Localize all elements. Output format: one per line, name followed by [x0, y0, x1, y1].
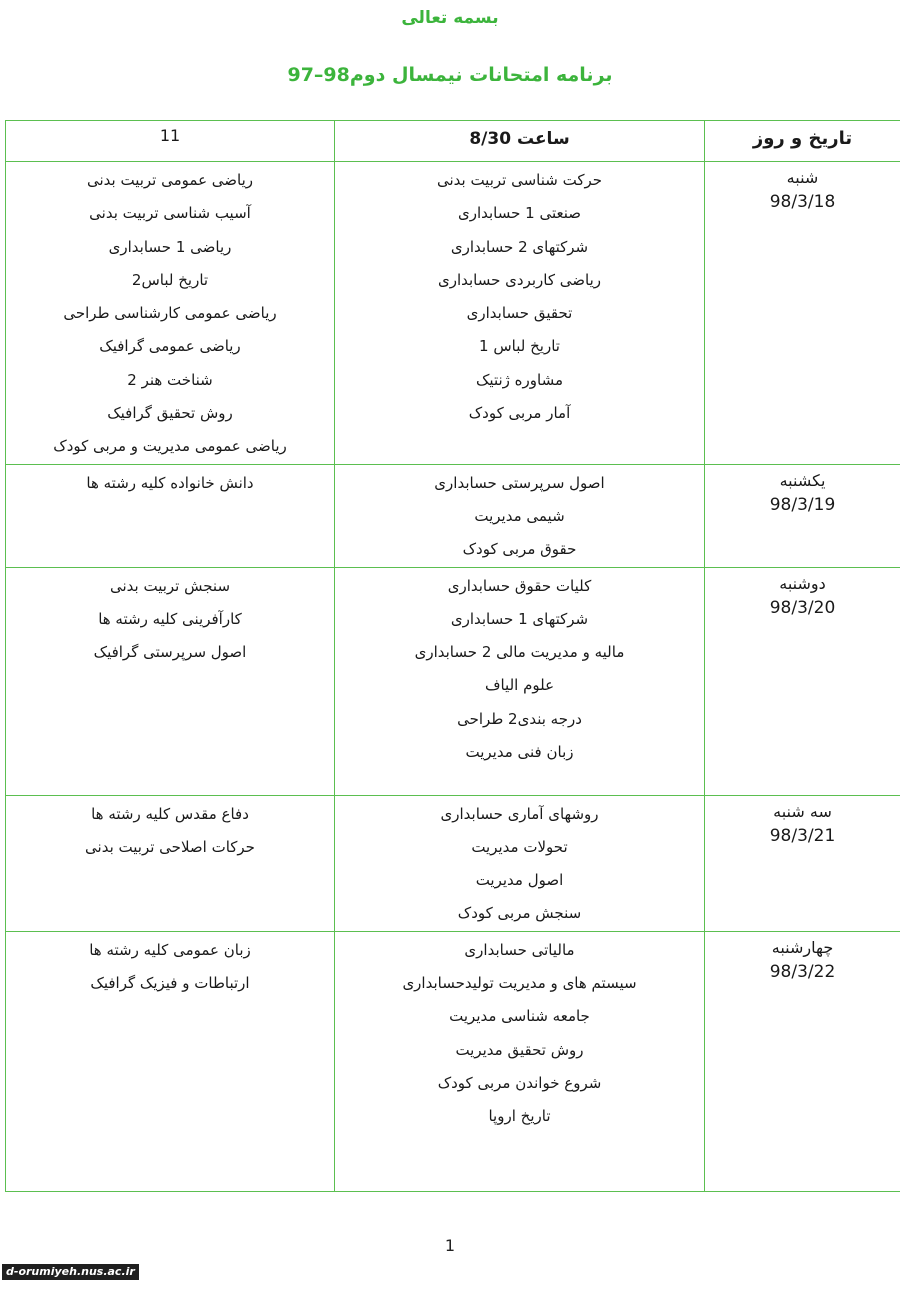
day-name: یکشنبه — [779, 470, 826, 490]
course-name: تحولات مدیریت — [471, 837, 568, 856]
day-name: سه شنبه — [773, 801, 832, 821]
course-name: شیمی مدیریت — [474, 506, 565, 525]
course-name: اصول سرپرستی گرافیک — [93, 643, 247, 662]
course-name: ریاضی 1 حسابداری — [108, 237, 232, 256]
course-name: صنعتی 1 حسابداری — [457, 204, 582, 223]
time-11-courses-cell — [6, 567, 335, 795]
table-row — [6, 464, 900, 567]
course-name: تاریخ اروپا — [488, 1107, 551, 1126]
course-name: شناخت هنر 2 — [127, 370, 213, 389]
table-header-row — [6, 121, 900, 162]
day-name: دوشنبه — [779, 573, 826, 593]
time-830-column-header: ساعت 8/30 — [335, 121, 705, 162]
time-11-courses-cell — [6, 162, 335, 465]
site-watermark: d-orumiyeh.nus.ac.ir — [2, 1264, 139, 1280]
page-number: 1 — [444, 1236, 456, 1255]
table-row — [6, 567, 900, 795]
course-name: سیستم های و مدیریت تولیدحسابداری — [402, 974, 637, 993]
course-name: سنجش مربی کودک — [457, 904, 582, 923]
course-name: روش تحقیق گرافیک — [107, 404, 233, 423]
exam-schedule-table — [5, 120, 900, 1192]
time-830-courses-cell — [335, 931, 705, 1191]
course-name: حرکات اصلاحی تربیت بدنی — [85, 837, 255, 856]
course-name: حقوق مربی کودک — [462, 540, 577, 559]
course-name: سنجش تربیت بدنی — [109, 576, 231, 595]
time-830-courses-cell — [335, 567, 705, 795]
course-name: ریاضی عمومی مدیریت و مربی کودک — [53, 437, 287, 456]
bismillah-heading: بسمه تعالی — [401, 8, 499, 28]
course-name: علوم الیاف — [484, 676, 555, 695]
course-name: ریاضی عمومی کارشناسی طراحی — [63, 304, 277, 323]
day-column-header: تاریخ و روز — [705, 121, 900, 162]
course-name: شرکتهای 2 حسابداری — [450, 237, 589, 256]
course-name: دانش خانواده کلیه رشته ها — [86, 473, 254, 492]
time-11-column-header: 11 — [6, 121, 335, 162]
course-name: اصول سرپرستی حسابداری — [434, 473, 605, 492]
course-name: درجه بندی2 طراحی — [457, 709, 582, 728]
exam-date: 98/3/20 — [769, 597, 836, 618]
course-name: کارآفرینی کلیه رشته ها — [98, 609, 242, 628]
day-cell — [705, 567, 900, 795]
course-name: مالیاتی حسابداری — [464, 940, 575, 959]
course-name: آمار مربی کودک — [468, 404, 571, 423]
course-name: زبان فنی مدیریت — [465, 743, 574, 762]
course-name: آسیب شناسی تربیت بدنی — [89, 204, 251, 223]
course-name: تاریخ لباس 1 — [479, 337, 560, 356]
course-name: حرکت شناسی تربیت بدنی — [436, 171, 603, 189]
table-row — [6, 162, 900, 465]
page-title: برنامه امتحانات نیمسال دوم98–97 — [287, 64, 613, 86]
course-name: زبان عمومی کلیه رشته ها — [89, 940, 251, 959]
course-name: ریاضی کاربردی حسابداری — [437, 270, 601, 289]
time-830-courses-cell — [335, 464, 705, 567]
time-830-courses-cell — [335, 162, 705, 465]
course-name: ریاضی عمومی تربیت بدنی — [86, 171, 254, 189]
time-11-courses-cell — [6, 795, 335, 931]
exam-date: 98/3/21 — [769, 825, 836, 846]
course-name: مالیه و مدیریت مالی 2 حسابداری — [414, 643, 625, 662]
day-cell — [705, 464, 900, 567]
time-830-courses-cell — [335, 795, 705, 931]
course-name: کلیات حقوق حسابداری — [447, 576, 592, 595]
course-name: روش تحقیق مدیریت — [455, 1040, 584, 1059]
course-name: تحقیق حسابداری — [466, 304, 573, 323]
course-name: تاریخ لباس2 — [131, 270, 209, 289]
time-11-courses-cell — [6, 464, 335, 567]
course-name: مشاوره ژنتیک — [476, 370, 563, 389]
day-cell — [705, 931, 900, 1191]
course-name: اصول مدیریت — [475, 871, 564, 890]
table-row — [6, 795, 900, 931]
course-name: جامعه شناسی مدیریت — [449, 1007, 590, 1026]
time-11-courses-cell — [6, 931, 335, 1191]
day-cell — [705, 795, 900, 931]
day-name: چهارشنبه — [771, 937, 834, 957]
course-name: دفاع مقدس کلیه رشته ها — [91, 804, 249, 823]
course-name: ارتباطات و فیزیک گرافیک — [90, 974, 250, 993]
course-name: شرکتهای 1 حسابداری — [450, 609, 589, 628]
exam-date: 98/3/19 — [769, 494, 836, 515]
course-name: شروع خواندن مربی کودک — [437, 1073, 602, 1092]
exam-date: 98/3/18 — [769, 192, 836, 212]
course-name: ریاضی عمومی گرافیک — [99, 337, 241, 356]
exam-date: 98/3/22 — [769, 961, 836, 982]
day-name: شنبه — [786, 168, 819, 187]
day-cell — [705, 162, 900, 465]
course-name: روشهای آماری حسابداری — [440, 804, 599, 823]
table-row — [6, 931, 900, 1191]
